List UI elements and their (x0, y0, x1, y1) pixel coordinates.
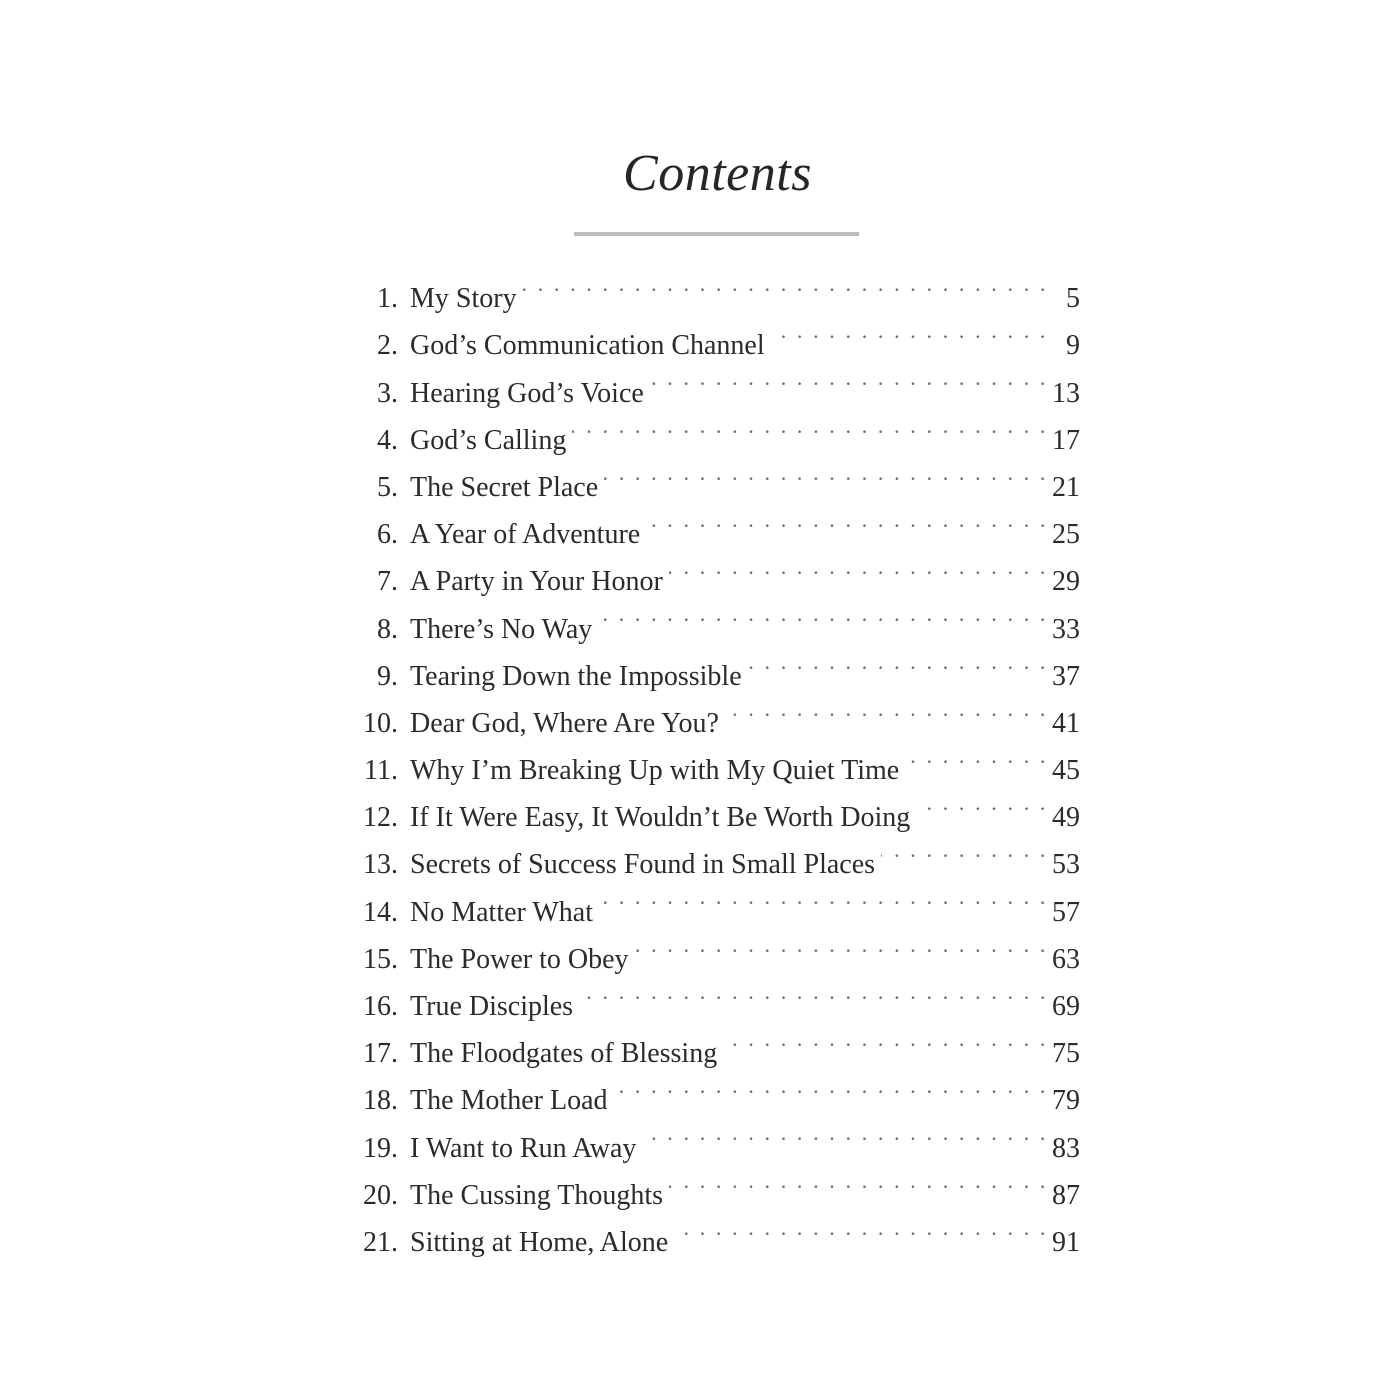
page-number: 87 (1052, 1179, 1080, 1211)
chapter-title: God’s Calling (410, 424, 567, 456)
page-number: 45 (1052, 755, 1080, 787)
chapter-title: Hearing God’s Voice (410, 377, 644, 409)
chapter-title: If It Were Easy, It Wouldn’t Be Worth Doing (410, 802, 911, 834)
chapter-number: 11. (364, 755, 398, 787)
dot-leader (523, 260, 1048, 307)
chapter-number: 2. (377, 330, 398, 362)
page-number: 57 (1052, 896, 1080, 928)
dot-leader (635, 921, 1048, 968)
page-number: 63 (1052, 943, 1080, 975)
chapter-number: 19. (363, 1132, 398, 1164)
dot-leader (604, 449, 1048, 496)
page-number: 37 (1052, 660, 1080, 692)
dot-leader (771, 307, 1048, 354)
page-number: 5 (1066, 283, 1080, 315)
dot-leader (646, 496, 1048, 543)
chapter-title: The Power to Obey (410, 943, 629, 975)
chapter-title: God’s Communication Channel (410, 330, 765, 362)
dot-leader (572, 402, 1048, 449)
chapter-number: 20. (363, 1179, 398, 1211)
dot-leader (723, 1015, 1048, 1062)
chapter-title: Sitting at Home, Alone (410, 1226, 669, 1258)
page-number: 69 (1052, 991, 1080, 1022)
chapter-title: The Floodgates of Blessing (410, 1038, 718, 1070)
chapter-title: There’s No Way (410, 613, 593, 645)
chapter-number: 13. (363, 849, 398, 881)
chapter-title: My Story (410, 283, 517, 315)
dot-leader (905, 732, 1048, 779)
chapter-title: True Disciples (410, 991, 574, 1022)
page-number: 75 (1052, 1038, 1080, 1070)
page-number: 91 (1052, 1226, 1080, 1258)
chapter-number: 10. (363, 707, 398, 739)
page-number: 25 (1052, 519, 1080, 551)
chapter-number: 1. (377, 283, 398, 315)
chapter-number: 12. (363, 802, 398, 834)
dot-leader (748, 638, 1048, 685)
chapter-title: The Cussing Thoughts (410, 1179, 664, 1211)
chapter-title: No Matter What (410, 896, 593, 928)
page-title: Contents (623, 145, 812, 202)
chapter-title: Tearing Down the Impossible (410, 660, 742, 692)
chapter-number: 8. (377, 613, 398, 645)
page-number: 79 (1052, 1085, 1080, 1117)
dot-leader (598, 590, 1048, 637)
page-number: 41 (1052, 707, 1080, 739)
chapter-title: I Want to Run Away (410, 1132, 637, 1164)
dot-leader (881, 826, 1048, 873)
chapter-number: 21. (363, 1226, 398, 1258)
page-number: 53 (1052, 849, 1080, 881)
page-number: 17 (1052, 424, 1080, 456)
chapter-title: The Mother Load (410, 1085, 608, 1117)
dot-leader (916, 779, 1048, 826)
dot-leader (725, 685, 1048, 732)
chapter-title: Why I’m Breaking Up with My Quiet Time (410, 755, 900, 787)
page-number: 21 (1052, 471, 1080, 503)
dot-leader (669, 543, 1048, 590)
page-number: 83 (1052, 1132, 1080, 1164)
dot-leader (599, 873, 1048, 920)
chapter-title: The Secret Place (410, 471, 599, 503)
dot-leader (579, 968, 1048, 1015)
chapter-number: 18. (363, 1085, 398, 1117)
dot-leader (674, 1204, 1048, 1251)
chapter-number: 4. (377, 424, 398, 456)
dot-leader (614, 1062, 1049, 1109)
toc-entry (350, 260, 1080, 315)
chapter-title: Secrets of Success Found in Small Places (410, 849, 876, 881)
chapter-title: Dear God, Where Are You? (410, 707, 719, 739)
chapter-number: 17. (363, 1038, 398, 1070)
chapter-number: 5. (377, 471, 398, 503)
page-number: 13 (1052, 377, 1080, 409)
dot-leader (650, 354, 1048, 401)
table-of-contents (350, 260, 1080, 1258)
chapter-number: 14. (363, 896, 398, 928)
page-number: 33 (1052, 613, 1080, 645)
chapter-number: 9. (377, 660, 398, 692)
page-number: 49 (1052, 802, 1080, 834)
page-number: 9 (1066, 330, 1080, 362)
chapter-number: 15. (363, 943, 398, 975)
chapter-number: 3. (377, 377, 398, 409)
chapter-number: 7. (377, 566, 398, 598)
chapter-number: 16. (363, 991, 398, 1022)
chapter-number: 6. (377, 519, 398, 551)
title-divider (574, 232, 859, 236)
dot-leader (669, 1157, 1048, 1204)
page-number: 29 (1052, 566, 1080, 598)
chapter-title: A Party in Your Honor (410, 566, 663, 598)
chapter-title: A Year of Adventure (410, 519, 641, 551)
dot-leader (642, 1109, 1048, 1156)
